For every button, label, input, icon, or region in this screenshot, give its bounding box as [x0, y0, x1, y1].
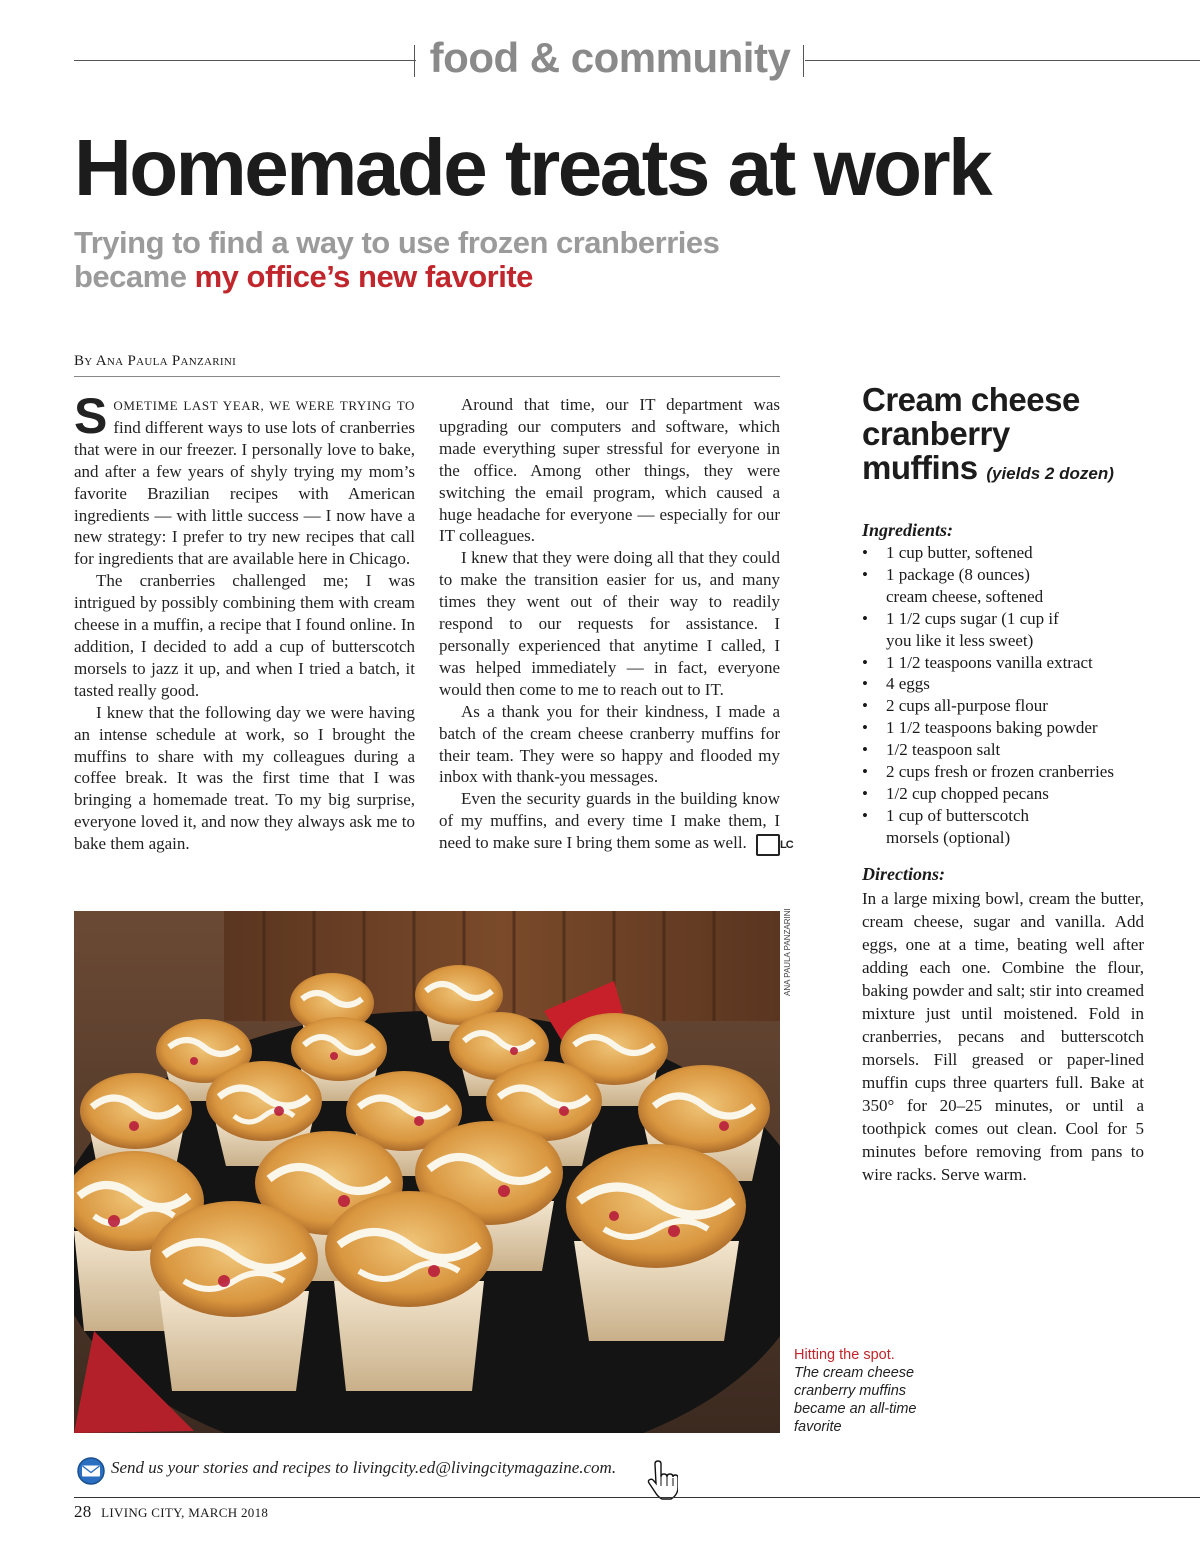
submission-note[interactable]: Send us your stories and recipes to livingcity.ed@livingcitymagazine.com.	[111, 1458, 617, 1477]
muffins-illustration	[74, 911, 780, 1433]
section-rule-tick-left	[414, 45, 415, 77]
article-paragraph: I knew that the following day we were having an intense schedule at work, so I brought the muffins to share with my colleagues during a coffee break. It was the first time that I was bringing a homemade treat. To my big surprise, everyone loved it, and now they always ask me to bake them again.	[74, 702, 415, 854]
ingredient-item: • 1 1/2 teaspoons baking powder	[862, 717, 1152, 739]
deck	[74, 226, 834, 294]
ingredient-item: • 1 package (8 ounces) cream cheese, softened	[862, 564, 1152, 608]
deck-highlight: my office’s new favorite	[194, 259, 533, 294]
ingredients-heading: Ingredients:	[862, 520, 954, 540]
pointer-hand-icon	[646, 1460, 678, 1500]
recipe-yields: (yields 2 dozen)	[986, 464, 1114, 483]
muffins-photo	[74, 911, 780, 1433]
deck-text: Trying to find a way to use frozen cranberries became	[74, 225, 720, 294]
photo-caption	[794, 1346, 944, 1436]
publication-line: LIVING CITY, MARCH 2018	[101, 1505, 269, 1520]
ingredient-item: • 1 1/2 teaspoons vanilla extract	[862, 652, 1152, 674]
ingredient-item: • 1 1/2 cups sugar (1 cup if you like it less sweet)	[862, 608, 1152, 652]
article-paragraph: As a thank you for their kindness, I made a batch of the cream cheese cranberry muffins for their team. They were so happy and flooded my inbox with thank-you messages.	[439, 701, 780, 787]
end-mark-logo: LC	[756, 834, 780, 856]
page-number: 28	[74, 1502, 92, 1521]
article-column-2	[439, 394, 793, 856]
paragraph-text: find different ways to use lots of cranberries that were in our freezer. I personally love to bake, and after a few years of shyly trying my mom’s favorite Brazilian recipes with American ingredients — with little success — I now have a new strategy: I prefer to try new recipes that call for ingredients that are available here in Chicago.	[74, 417, 415, 569]
headline: Homemade treats at work	[74, 123, 991, 212]
paragraph-text: Even the security guards in the building know of my muffins, and every time I make them, I need to make sure I bring them some as well.	[439, 789, 780, 853]
ingredient-item: • 2 cups fresh or frozen cranberries	[862, 761, 1152, 783]
mail-icon[interactable]	[75, 1457, 107, 1485]
recipe-title	[862, 383, 1162, 491]
directions-heading: Directions:	[862, 864, 945, 884]
byline: By Ana Paula Panzarini	[74, 353, 237, 369]
ingredient-item: • 2 cups all-purpose flour	[862, 695, 1152, 717]
article-column-1	[74, 388, 415, 855]
section-rule-left	[74, 60, 416, 61]
ingredients-list	[862, 542, 1152, 849]
drop-cap: S	[74, 388, 108, 444]
article-paragraph	[439, 788, 793, 854]
article-paragraph: The cranberries challenged me; I was intrigued by possibly combining them with cream cheese in a muffin, a recipe that I found online. In addition, I decided to add a cup of butterscotch morsels to jazz it up, and when I tried a batch, it tasted really good.	[74, 571, 415, 700]
recipe-title-word: muffins	[862, 449, 978, 486]
article-paragraph	[74, 388, 415, 570]
section-rule-tick-right	[803, 45, 804, 77]
caption-title: Hitting the spot.	[794, 1347, 895, 1363]
photo-credit: ANA PAULA PANZARINI	[783, 908, 792, 996]
caption-body: The cream cheese cranberry muffins became an all-time favorite	[794, 1365, 917, 1435]
ingredient-item: • 1 cup of butterscotch morsels (optional)	[862, 805, 1152, 849]
folio	[74, 1502, 268, 1522]
footer-rule	[74, 1497, 1200, 1498]
recipe-title-line: Cream cheese	[862, 381, 1080, 418]
recipe-title-line: cranberry	[862, 415, 1010, 452]
article-paragraph: Around that time, our IT department was upgrading our computers and software, which made everything super stressful for everyone in the office. Among other things, they were switching the email program, which caused a huge headache for everyone — especially for our IT colleagues.	[439, 395, 780, 546]
article-paragraph: I knew that they were doing all that they could to make the transition easier for us, and many times they went out of their way to readily respond to our requests for assistance. I personally experienced that anytime I called, I was helped immediately — in fact, everyone would then come to me to reach out to IT.	[439, 548, 780, 699]
ingredient-item: • 1/2 cup chopped pecans	[862, 783, 1152, 805]
byline-rule	[74, 376, 780, 377]
section-rule-right	[805, 60, 1200, 61]
recipe-title-line	[862, 451, 1162, 491]
ingredient-item: • 4 eggs	[862, 673, 1152, 695]
directions-text: In a large mixing bowl, cream the butter, cream cheese, sugar and vanilla. Add eggs, one at a time, beating well after adding each one. Combine the flour, baking powder and salt; stir into creamed mixture just until moistened. Fold in cranberries, pecans and butterscotch morsels. Fill greased or paper-lined muffin cups three quarters full. Bake at 350° for 20–25 minutes, or until a toothpick comes out clean. Cool for 5 minutes before removing from pans to wire racks. Serve warm.	[862, 889, 1144, 1184]
section-label: food & community	[429, 34, 791, 81]
lead-in: OMETIME LAST YEAR, WE WERE TRYING TO	[113, 398, 415, 413]
ingredient-item: • 1/2 teaspoon salt	[862, 739, 1152, 761]
ingredient-item: • 1 cup butter, softened	[862, 542, 1152, 564]
